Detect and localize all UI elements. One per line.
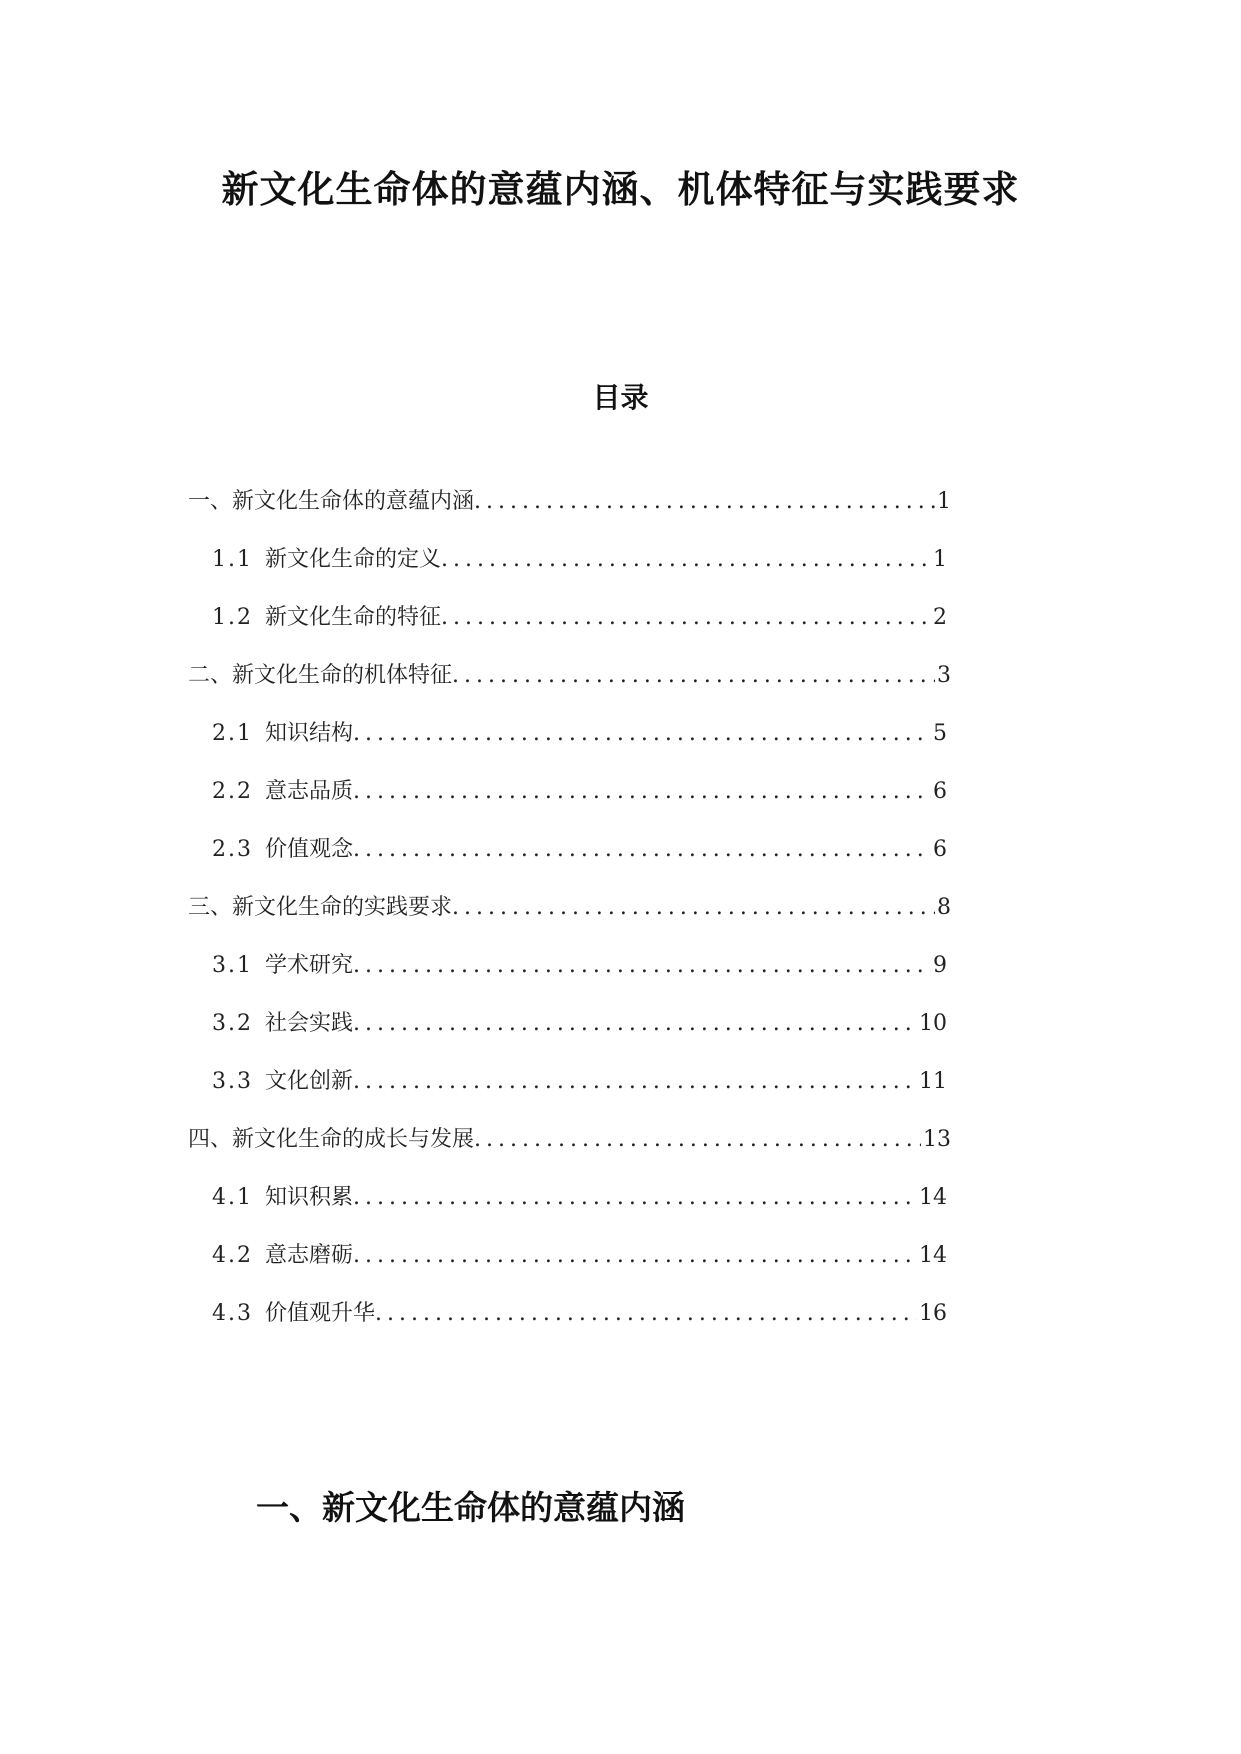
toc-entry[interactable] bbox=[188, 656, 951, 696]
toc-entry-number: 4.2 bbox=[212, 1243, 253, 1268]
toc-dot-leader bbox=[474, 482, 935, 522]
toc-entry-label: 知识结构 bbox=[265, 721, 354, 746]
toc-entry[interactable] bbox=[188, 482, 951, 522]
toc-entry-label: 二、新文化生命的机体特征 bbox=[188, 663, 453, 688]
toc-dot-leader bbox=[474, 1120, 921, 1160]
toc-entry-label: 新文化生命的定义 bbox=[265, 547, 442, 572]
toc-entry[interactable] bbox=[212, 946, 947, 986]
toc-entry-page-number: 6 bbox=[933, 837, 947, 862]
toc-entry[interactable] bbox=[212, 598, 947, 638]
section-heading: 一、新文化生命体的意蕴内涵 bbox=[256, 1488, 685, 1527]
toc-entry-page-number: 5 bbox=[933, 721, 947, 746]
toc-dot-leader bbox=[441, 598, 931, 638]
toc-dot-leader bbox=[353, 1062, 917, 1102]
toc-entry-number: 4.1 bbox=[212, 1185, 253, 1210]
toc-entry-label: 新文化生命的特征 bbox=[265, 605, 442, 630]
toc-entry-page-number: 1 bbox=[937, 489, 951, 514]
toc-entry-number: 4.3 bbox=[212, 1301, 253, 1326]
toc-entry[interactable] bbox=[212, 1062, 947, 1102]
toc-entry[interactable] bbox=[188, 1120, 951, 1160]
toc-dot-leader bbox=[353, 830, 931, 870]
toc-entry-page-number: 14 bbox=[919, 1243, 947, 1268]
toc-entry-page-number: 8 bbox=[937, 895, 951, 920]
toc-entry-page-number: 1 bbox=[933, 547, 947, 572]
toc-entry[interactable] bbox=[188, 888, 951, 928]
document-title: 新文化生命体的意蕴内涵、机体特征与实践要求 bbox=[221, 167, 1020, 211]
toc-entry-number: 2.3 bbox=[212, 837, 253, 862]
toc-entry-label: 社会实践 bbox=[265, 1011, 354, 1036]
toc-dot-leader bbox=[353, 772, 931, 812]
toc-entry-number: 2.1 bbox=[212, 721, 253, 746]
toc-dot-leader bbox=[375, 1294, 917, 1334]
toc-entry-page-number: 6 bbox=[933, 779, 947, 804]
toc-entry-label: 价值观升华 bbox=[265, 1301, 376, 1326]
toc-entry-page-number: 3 bbox=[937, 663, 951, 688]
toc-heading: 目录 bbox=[592, 381, 649, 414]
toc-entry-label: 三、新文化生命的实践要求 bbox=[188, 895, 453, 920]
toc-entry-label: 价值观念 bbox=[265, 837, 354, 862]
toc-entry[interactable] bbox=[212, 772, 947, 812]
toc-entry-number: 1.2 bbox=[212, 605, 253, 630]
toc-entry[interactable] bbox=[212, 1294, 947, 1334]
toc-entry-number: 2.2 bbox=[212, 779, 253, 804]
toc-entry-page-number: 14 bbox=[919, 1185, 947, 1210]
toc-entry-label: 文化创新 bbox=[265, 1069, 354, 1094]
toc-entry-label: 知识积累 bbox=[265, 1185, 354, 1210]
toc-entry-page-number: 10 bbox=[919, 1011, 947, 1036]
toc-entry[interactable] bbox=[212, 1004, 947, 1044]
toc-entry-label: 一、新文化生命体的意蕴内涵 bbox=[188, 489, 475, 514]
toc-entry[interactable] bbox=[212, 1178, 947, 1218]
toc-dot-leader bbox=[441, 540, 931, 580]
toc-entry-page-number: 13 bbox=[923, 1127, 951, 1152]
toc-dot-leader bbox=[353, 1178, 917, 1218]
toc-entry-number: 3.3 bbox=[212, 1069, 253, 1094]
toc-entry[interactable] bbox=[212, 1236, 947, 1276]
toc-entry-page-number: 11 bbox=[919, 1069, 947, 1094]
toc-entry[interactable] bbox=[212, 540, 947, 580]
toc-entry-number: 3.2 bbox=[212, 1011, 253, 1036]
toc-entry-page-number: 16 bbox=[919, 1301, 947, 1326]
toc-entry-number: 3.1 bbox=[212, 953, 253, 978]
toc-entry-label: 意志品质 bbox=[265, 779, 354, 804]
toc-dot-leader bbox=[353, 714, 931, 754]
toc-entry[interactable] bbox=[212, 830, 947, 870]
toc-dot-leader bbox=[353, 1004, 917, 1044]
toc-dot-leader bbox=[452, 888, 935, 928]
toc-dot-leader bbox=[353, 1236, 917, 1276]
toc-entry[interactable] bbox=[212, 714, 947, 754]
toc-dot-leader bbox=[353, 946, 931, 986]
toc-entry-label: 学术研究 bbox=[265, 953, 354, 978]
toc-entry-page-number: 9 bbox=[933, 953, 947, 978]
toc-entry-label: 意志磨砺 bbox=[265, 1243, 354, 1268]
toc-entry-label: 四、新文化生命的成长与发展 bbox=[188, 1127, 475, 1152]
toc-entry-number: 1.1 bbox=[212, 547, 253, 572]
toc-dot-leader bbox=[452, 656, 935, 696]
toc-entry-page-number: 2 bbox=[933, 605, 947, 630]
